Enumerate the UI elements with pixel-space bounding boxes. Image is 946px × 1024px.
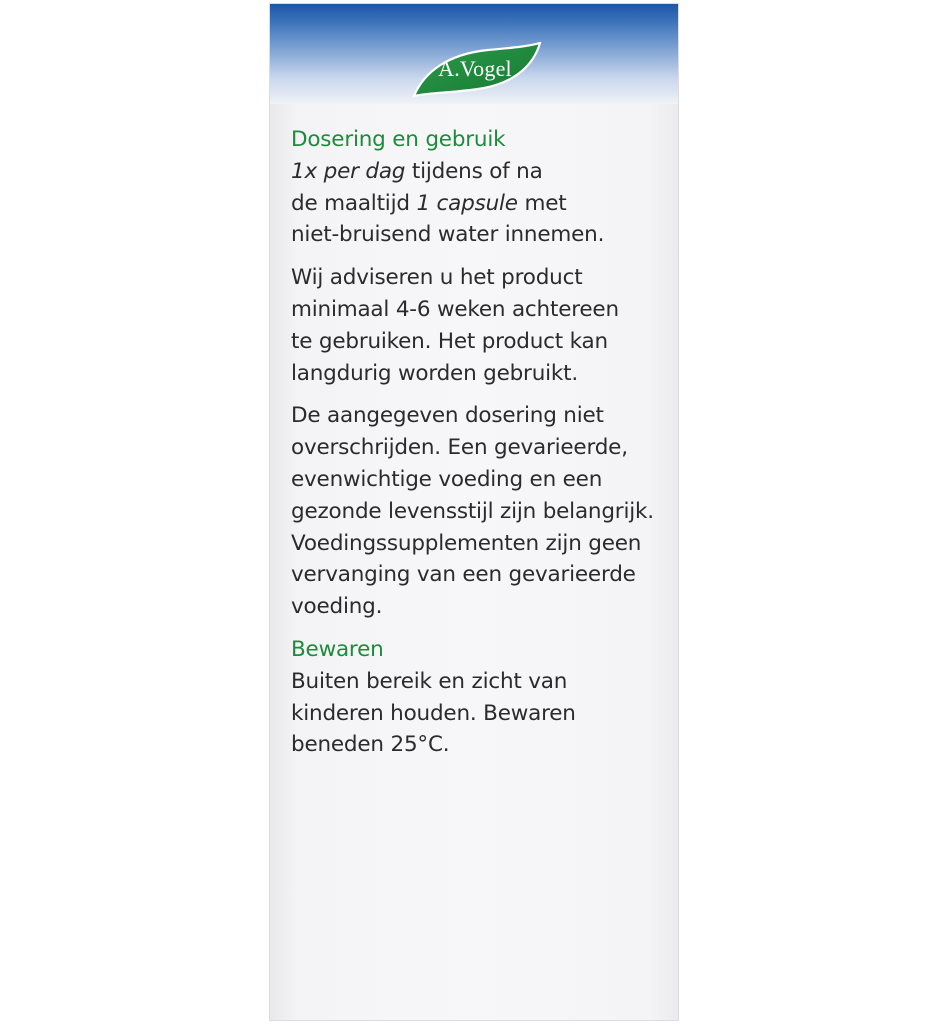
brand-logo bbox=[408, 42, 542, 100]
logo-text: A.Vogel bbox=[438, 56, 512, 81]
text-line: Voedingssupplementen zijn geen bbox=[291, 530, 642, 556]
text-line: voeding. bbox=[291, 594, 383, 620]
text-line bbox=[291, 156, 676, 188]
text-line: De aangegeven dosering niet bbox=[291, 403, 604, 429]
storage-paragraph bbox=[291, 666, 676, 761]
dosage-heading: Dosering en gebruik bbox=[291, 127, 506, 152]
dosage-paragraph-2 bbox=[291, 262, 676, 389]
dosage-paragraph-3 bbox=[291, 400, 676, 623]
text-line: beneden 25°C. bbox=[291, 732, 450, 758]
text-fragment: de maaltijd bbox=[291, 190, 417, 216]
package-side-panel bbox=[270, 4, 678, 1020]
text-fragment: met bbox=[517, 190, 567, 216]
text-line: niet-bruisend water innemen. bbox=[291, 222, 605, 248]
dosage-paragraph-1 bbox=[291, 156, 676, 251]
dose-amount: 1 capsule bbox=[416, 190, 518, 216]
text-line: overschrijden. Een gevarieerde, bbox=[291, 435, 628, 461]
text-line: vervanging van een gevarieerde bbox=[291, 562, 636, 588]
text-line: kinderen houden. Bewaren bbox=[291, 700, 576, 726]
text-line: evenwichtige voeding en een bbox=[291, 466, 603, 492]
dose-frequency: 1x per dag bbox=[291, 158, 406, 184]
text-line: Wij adviseren u het product bbox=[291, 265, 583, 291]
text-line bbox=[291, 188, 676, 220]
text-line: langdurig worden gebruikt. bbox=[291, 360, 579, 386]
info-text bbox=[291, 124, 676, 772]
text-line: minimaal 4-6 weken achtereen bbox=[291, 296, 619, 322]
text-line: Buiten bereik en zicht van bbox=[291, 668, 568, 694]
text-line: gezonde levensstijl zijn belangrijk. bbox=[291, 498, 654, 524]
text-line: te gebruiken. Het product kan bbox=[291, 328, 608, 354]
text-fragment: tijdens of na bbox=[405, 158, 543, 184]
storage-heading: Bewaren bbox=[291, 636, 384, 662]
